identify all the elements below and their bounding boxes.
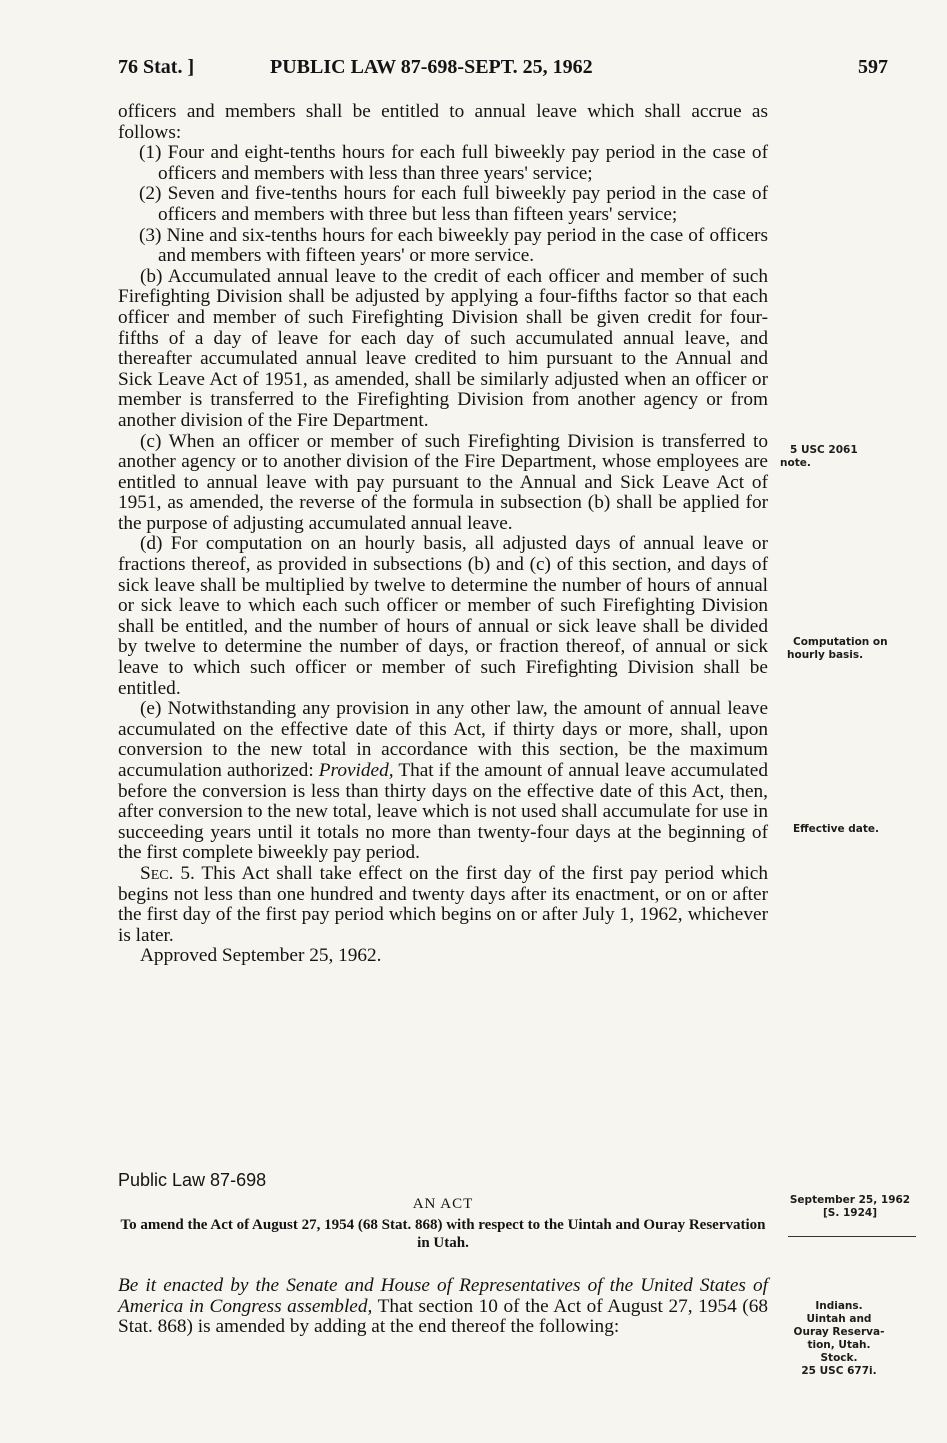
subsection-e-proviso: That if the amount of annual leave accumulated before the conversion is less than thirty days on the effective date of this Act, then, after conversion to the new total, leave which is not used shall accumulate for use in succeeding years until it totals no more than twenty-four days at the beginning of the first complete biweekly pay period. [118, 760, 768, 864]
margin-computation-2: hourly basis. [787, 649, 864, 661]
page-header [118, 56, 888, 86]
page-number: 597 [858, 56, 888, 78]
stat-reference: 76 Stat. ] [118, 56, 195, 78]
margin-indians-4: tion, Utah. [807, 1339, 871, 1351]
margin-note-date [780, 1194, 920, 1220]
subsection-b: (b) Accumulated annual leave to the credit of each officer and member of such Firefighting Division shall be adjusted by applying a four-fifths factor so that each officer and member of such Firefighting Division shall be given credit for four-fifths of a day of leave for each day of such accumulated annual leave, and thereafter accumulated annual leave credited to him pursuant to the Annual and Sick Leave Act of 1951, as amended, shall be similarly adjusted when an officer or member is transferred to the Firefighting Division from another agency or from another division of the Fire Department. [118, 265, 768, 431]
section-5-text: This Act shall take effect on the first day of the first pay period which begins not less than one hundred and twenty days after its enactment, or on or after the first day of the first pay period which begins on or after July 1, 1962, whichever is later. [118, 862, 768, 946]
margin-sept-date: September 25, 1962 [789, 1194, 911, 1206]
clause-2: (2) Seven and five-tenths hours for each full biweekly pay period in the case of officers and members with three but less than fifteen years' service; [139, 183, 768, 225]
intro-paragraph: officers and members shall be entitled to annual leave which shall accrue as follows: [118, 101, 768, 143]
margin-indians-5: Stock. [820, 1352, 858, 1364]
act-title: To amend the Act of August 27, 1954 (68 Stat. 868) with respect to the Uintah and Ouray Reservation in Utah. [120, 1217, 766, 1251]
margin-indians-3: Ouray Reserva- [793, 1326, 885, 1338]
public-law-label: Public Law 87-698 [118, 1170, 267, 1190]
subsection-e-text: (e) Notwithstanding any provision in any other law, the amount of annual leave accumulated on the effective date of this Act, if thirty days or more, shall, upon conversion to the new total in accordance with this section, be the maximum accumulation authorized: [118, 698, 768, 781]
enacting-formula: Be it enacted by the Senate and House of Representatives of the United States of America in Congress assembled, [118, 1275, 768, 1317]
section-5-label: Sec. 5. [140, 862, 195, 884]
margin-indians-1: Indians. [815, 1300, 863, 1312]
approval-line: Approved September 25, 1962. [140, 945, 382, 967]
margin-usc: 5 USC 2061 [790, 444, 858, 456]
margin-note-computation [787, 636, 927, 662]
margin-computation-1: Computation on [793, 636, 888, 648]
margin-indians-2: Uintah and [806, 1313, 872, 1325]
statute-body [118, 102, 768, 967]
margin-indians-6: 25 USC 677i. [801, 1365, 877, 1377]
enacting-text: That section 10 of the Act of August 27, 1954 (68 Stat. 868) is amended by adding at the end thereof the following: [118, 1295, 768, 1338]
margin-note-effective-date [793, 823, 933, 836]
enacting-clause [118, 1276, 768, 1338]
section-5 [118, 864, 768, 946]
law-header-title: PUBLIC LAW 87-698-SEPT. 25, 1962 [270, 56, 593, 78]
clause-3: (3) Nine and six-tenths hours for each biweekly pay period in the case of officers and members with fifteen years' or more service. [139, 224, 768, 267]
margin-effective: Effective date. [793, 823, 879, 835]
provided-word: Provided, [318, 760, 394, 781]
margin-note-indians [784, 1300, 894, 1378]
an-act-heading: AN ACT [412, 1196, 474, 1212]
clause-1: (1) Four and eight-tenths hours for each full biweekly pay period in the case of officers and members with less than three years' service; [139, 142, 768, 184]
subsection-e [118, 699, 768, 864]
margin-bill-number: [S. 1924] [822, 1207, 878, 1219]
subsection-c: (c) When an officer or member of such Firefighting Division is transferred to another agency or to another division of the Fire Department, whose employees are entitled to annual leave with pay pursuant to the Annual and Sick Leave Act of 1951, as amended, the reverse of the formula in subsection (b) shall be applied for the purpose of adjusting accumulated annual leave. [118, 430, 768, 534]
margin-note-usc-2061 [780, 444, 930, 470]
margin-divider [788, 1236, 916, 1237]
subsection-d: (d) For computation on an hourly basis, all adjusted days of annual leave or fractions thereof, as provided in subsections (b) and (c) of this section, and days of sick leave shall be multiplied by twelve to determine the number of hours of annual or sick leave to which each such officer or member of such Firefighting Division shall be entitled, and the number of hours of annual or sick leave shall be divided by twelve to determine the number of days, or fraction thereof, of annual or sick leave to which such officer or member of such Firefighting Division shall be entitled. [118, 533, 768, 699]
margin-usc-note: note. [780, 457, 811, 469]
